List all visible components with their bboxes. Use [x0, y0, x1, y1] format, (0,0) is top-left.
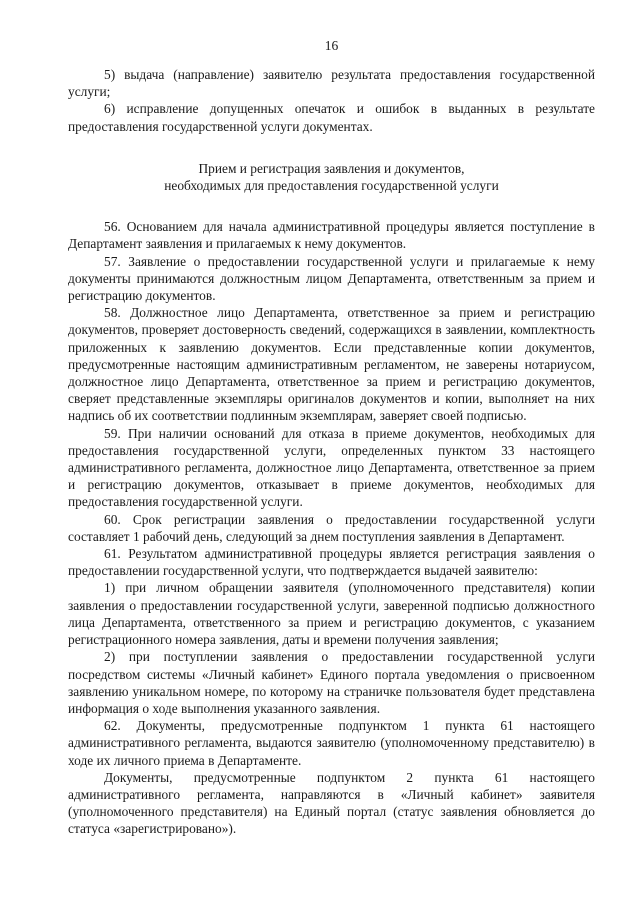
page-number: 16: [324, 38, 339, 53]
paragraph-61-item-1: 1) при личном обращении заявителя (уполномоченного представителя) копии заявления о предоставлении государственной услуги, заверенной подписью должностного лица Департамента, ответственного за прием и регистрацию документов, с указанием регистрационного номера заявления, даты и времени получения заявления;: [68, 580, 595, 648]
list-item-5: 5) выдача (направление) заявителю результата предоставления государственной услуги;: [68, 67, 595, 100]
paragraph-57: 57. Заявление о предоставлении государственной услуги и прилагаемые к нему документы принимаются должностным лицом Департамента, ответственным за прием и регистрацию документов.: [68, 253, 595, 304]
section-heading-line-2: необходимых для предоставления государственной услуги: [164, 178, 499, 194]
section-heading-line-1: Прием и регистрация заявления и документов,: [198, 160, 465, 176]
list-item-6: 6) исправление допущенных опечаток и ошибок в выданных в результате предоставления государственной услуги документах.: [68, 101, 595, 134]
paragraph-60: 60. Срок регистрации заявления о предоставлении государственной услуги составляет 1 рабочий день, следующий за днем поступления заявления в Департамент.: [68, 511, 595, 544]
paragraph-61-item-2: 2) при поступлении заявления о предоставлении государственной услуги посредством системы «Личный кабинет» Единого портала уведомления о присвоенном заявлению уникальном номере, по которому на страничке пользователя будет представлена информация о ходе выполнения указанного заявления.: [68, 649, 595, 716]
paragraph-61: 61. Результатом административной процедуры является регистрация заявления о предоставлении государственной услуги, что подтверждается выдачей заявителю:: [68, 546, 595, 579]
paragraph-62-continued: Документы, предусмотренные подпунктом 2 пункта 61 настоящего административного регламента, направляются в «Личный кабинет» заявителя (уполномоченного представителя) на Единый портал (статус заявления обновляется до статуса «зарегистрировано»).: [68, 769, 595, 837]
paragraph-56: 56. Основанием для начала административной процедуры является поступление в Департамент заявления и прилагаемых к нему документов.: [68, 219, 595, 252]
paragraph-58: 58. Должностное лицо Департамента, ответственное за прием и регистрацию документов, проверяет достоверность сведений, содержащихся в заявлении, комплектность приложенных к заявлению документов. Если представленные копии документов, предусмотренные настоящим административным регламентом, не заверены нотариусом, должностное лицо Департамента, ответственное за прием и регистрацию документов, сверяет представленные экземпляры оригиналов документов и копии, выполняет на них надпись об их соответствии подлинным экземплярам, заверяет своей подписью.: [68, 305, 595, 424]
paragraph-59: 59. При наличии оснований для отказа в приеме документов, необходимых для предоставления государственной услуги, определенных пунктом 33 настоящего административного регламента, должностное лицо Департамента, ответственное за прием и регистрацию документов, отказывает в приеме документов, необходимых для предоставления государственной услуги.: [68, 425, 595, 510]
document-body: [68, 66, 595, 838]
paragraph-62: 62. Документы, предусмотренные подпунктом 1 пункта 61 настоящего административного регламента, выдаются заявителю (уполномоченному представителю) в ходе их личного приема в Департаменте.: [68, 718, 595, 768]
section-heading: [68, 160, 595, 194]
